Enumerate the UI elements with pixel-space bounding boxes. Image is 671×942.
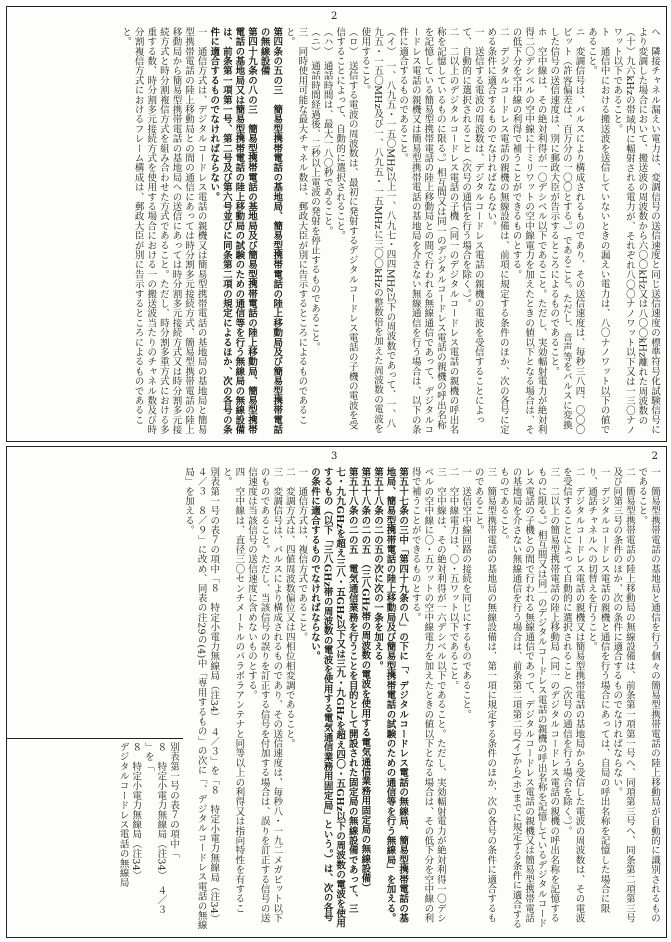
bottom-paragraph: 別表第一号の表７の項中「８ 特定小電力無線局（注34） ４／３」を「８ 特定小電力無線局（注34） ４／３ ８／９」に改め、同表の注29の(4)中「専用するもの」の次に「、デジタルコードレス電話の無線局」を加える。 [183, 467, 220, 931]
top-paragraph: （イ） 一、八九五・一五〇MHz以上一、八九七・四四MHz以下の周波数であって、一、八九五・一五〇MHz及び一、八九五・一五MHzに三〇〇kHzの整数倍を加えた周波数の電波を使用すること。 [359, 27, 396, 434]
bottom-paragraph: 四 空中線は、直径三〇センチメートルのパラボラアンテナと同等以上の利得又は指向特性を有すること。 [220, 467, 245, 914]
bottom-paragraph: 一 デジタルコードレス電話の親機と通信を行う場合にあっては、自局の呼出名称を記憶した場合に限り、通話チャネルへの切替えを行うこと。 [586, 467, 610, 914]
table-line: ８ 特定小電力無線局（注34） ４／３ [155, 742, 167, 915]
bottom-paragraph: 三 変調信号は、パルスにより構成されるものであり、その送信速度は、毎秒八・一九二メガビット以下のものであること。ただし、当該信号の誤りを訂正する信号を付加する場合は、誤りを訂正する信号の送信速度は当該信号の送信速度に含めないものとする。 [246, 467, 283, 923]
top-body-text [15, 27, 660, 437]
top-paragraph: ホ 空中線は、その絶対利得が一〇デシベル以下であること。ただし、実効輻射電力が絶対利得二〇デシベルの空中線に十ミリワットの空中線電力を加えたときの値以下となる場合は、その低下分を空中線の利得で補うことができるものとする。 [510, 27, 547, 435]
top-paragraph: （ニ） 通話時間経過後、二秒以上電波の発射を停止するものであること。 [308, 27, 320, 353]
top-paragraph: （ハ） 通話時間は、最大一八〇秒であること。 [321, 27, 333, 236]
top-paragraph: 二 二以上のデジタルコードレス電話の子機（同一のデジタルコードレス電話の親機の呼出名称を記憶しているものに限る。）相互間又は同一のデジタルコードレス電話の親機の呼出名称を記憶している簡易型携帯電話の陸上移動局との間で行われる無線通信であって、デジタルコードレス電話の親機又は簡易型携帯電話の基地局を介さない無線通信を行う場合は、以下の条件に適合するものであること。 [397, 27, 459, 435]
amendment-table-text [13, 742, 179, 928]
top-paragraph: ヘ 隣接チャネル漏えい電力は、変調信号の送信速度と同じ送信速度の標準符号化試験信号により変調した場合において、搬送波の周波数から六〇〇kHz又は八〇〇kHz離れた周波数の（十）九六kHzの帯域内に輻射される電力が、それぞれ八〇〇ナノワット以下又は一三〇ナノワット以下であること。 [611, 27, 660, 435]
bottom-paragraph: 二 空中線電力は、〇・五ワット以下であること。 [447, 467, 459, 691]
top-paragraph: ニ 変調信号は、パルスにより構成されるものであり、その送信速度は、毎秒三八四、〇〇〇ビット（許容偏差は、百万分の一〇〇とする。）であること。ただし、音声等をパルスに変換した信号の送信速度は、別に郵政大臣が告示するところによるものであること。 [548, 27, 585, 435]
page-number-bottom: 3 [331, 451, 338, 462]
bottom-paragraph: 一 送信空中線回路の接続を同じにするものであること。 [460, 467, 472, 720]
amendment-table-block [6, 738, 183, 934]
top-paragraph: 第四条の五の三 簡易型携帯電話の基地局、簡易型携帯電話の陸上移動局及び簡易型携帯電話の無線設備 [258, 27, 283, 435]
table-line: 別表第一号の表７の項中「 [168, 742, 179, 859]
bottom-body-text [183, 467, 660, 931]
bottom-paragraph: 二 デジタルコードレス電話の親機又は簡易型携帯電話の基地局から受信した電波の周波数は、その電波を受信することによって自動的に選択されること（次号の通信を行う場合を除く。）。 [560, 467, 585, 923]
page-number-bottom-right: 2 [651, 451, 658, 462]
bottom-paragraph: 第五十七条の三中「第四十九条の八」の下に「、デジタルコードレス電話の無線局、簡易型携帯電話の基地局、簡易型携帯電話の陸上移動局及び簡易型携帯電話の試験のための通信等を行う無線局」を加える。 [384, 467, 409, 923]
bottom-paragraph: 一 簡易型携帯電話の基地局と通信を行う個々の簡易型携帯電話の陸上移動局が自動的に識別されるものであること。 [636, 467, 660, 923]
top-paragraph: 一 送信する電波の周波数は、デジタルコードレス電話の親機の電波を受信することによって、自動的に選択されること（次号の通信を行う場合を除く。）。 [460, 27, 484, 425]
table-line: デジタルコードレス電話の無線局 [117, 742, 129, 888]
page-number-top: 2 [331, 11, 338, 22]
top-paragraph: 二 デジタルコードレス電話の親機の無線設備は、前項に規定する条件のほか、次の各号に定める条件に適合するものでなければならない。 [485, 27, 509, 435]
top-paragraph: ト 通信中における搬送波を送信していないときの漏えい電力は、八〇ナノワット以下の値であること。 [586, 27, 610, 435]
bottom-paragraph: 三 空中線は、その絶対利得が一六デシベル以下であること。ただし、実効輻射電力が絶対利得一〇デシベルの空中線に〇・五ワットの空中線電力を加えたときの値以下となる場合は、その低下分を空中線の利得で補うことができるものとする。 [409, 467, 446, 923]
bottom-paragraph: 第五十八条の二の五 電気通信業務を行うことを目的として開設された固定局の無線設備であって、三七・九九GHzを超え三八・五GHz以下又は三九・九GHzを超え四〇・五GHz以下の周波数の電波を使用するもの（以下「三八GHz帯の周波数の電波を使用する電気通信業務用固定局」という。）は、次の各号の条件に適合するものでなければならない。 [308, 467, 358, 928]
bottom-paragraph: 第五十八条の二の五の次に次の一条を加える。 [371, 467, 383, 671]
bottom-paragraph: 三 簡易型携帯電話の基地局の無線設備は、第一項に規定する条件のほか、次の各号の条件に適合するものであること。 [472, 467, 497, 923]
bottom-paragraph: 一 通信方式は、複信方式であること。 [296, 467, 308, 642]
top-panel [6, 6, 667, 442]
bottom-paragraph: 二 簡易型携帯電話の陸上移動局の無線設備は、前条第一項第一号へ、同項第三号へ、同条第二項第三号及び同第三号の条件のほか、次の条件に適合するものでなければならない。 [611, 467, 635, 923]
top-paragraph: 三 同時使用可能な最大チャネル数は、郵政大臣が別に告示するところによるものであること。 [283, 27, 308, 425]
bottom-paragraph: 三 二以上の簡易型携帯電話の陸上移動局（同一のデジタルコードレス電話の親機の呼出名称を記憶するものに限る。）相互間又は同一のデジタルコードレス電話の親機の呼出名称を記憶しているデジタルコードレス電話の子機との間で行われる無線通信であって、デジタルコードレス電話の親機又は簡易型携帯電話の基地局を介さない無線通信を行う場合は、前条第二項第二号(イ)から(ホ)までに規定する条件に適合するものであること。 [497, 467, 560, 929]
bottom-paragraph: 第五十八条の二の五 （三八GHz帯の周波数の電波を使用する電気通信業務用固定局の無線設備） [359, 467, 371, 893]
top-paragraph: （ロ） 送信する電波の周波数は、最初に発射するデジタルコードレス電話の子機の電波を受信することによって、自動的に選択されること。 [334, 27, 358, 430]
bottom-paragraph: 二 変調方式は、四値周波数偏位又は四相位相変調であること。 [283, 467, 295, 749]
top-paragraph: 一 通信方式は、デジタルコードレス電話の親機又は簡易型携帯電話の基地局の基地局と簡易型携帯電話の陸上移動局との間の通信にあっては時分割多元接続方式、簡易型携帯電話の陸上移動局から簡易型携帯電話の基地局への送信にあっては時分割多元接続方式又は時分割多元接続方式と時分割複信方式を組み合わせた方式であること。ただし、時分割多重方式における多重する数、時分割多元接続方式を使用する場合における一の搬送波当たりのチャネル数及び時分割複信方式におけるフレーム構成は、郵政大臣が別に告示するところによるものであること。 [120, 27, 207, 435]
table-line: ８ 特定小電力無線局（注34） [130, 742, 142, 881]
top-paragraph: 第四十九条の八の三 簡易型携帯電話の基地局及び簡易型携帯電話の陸上移動局、簡易型携帯電話の基地局又は簡易型携帯電話の陸上移動局の試験のための通信等を行う無線局の無線設備は、前条第一項第一号、第二号及び第六号並びに同条第二項の規定によるほか、次の各号の条件に適合するものでなければならない。 [208, 27, 257, 435]
table-line: 」を「 [142, 742, 154, 772]
